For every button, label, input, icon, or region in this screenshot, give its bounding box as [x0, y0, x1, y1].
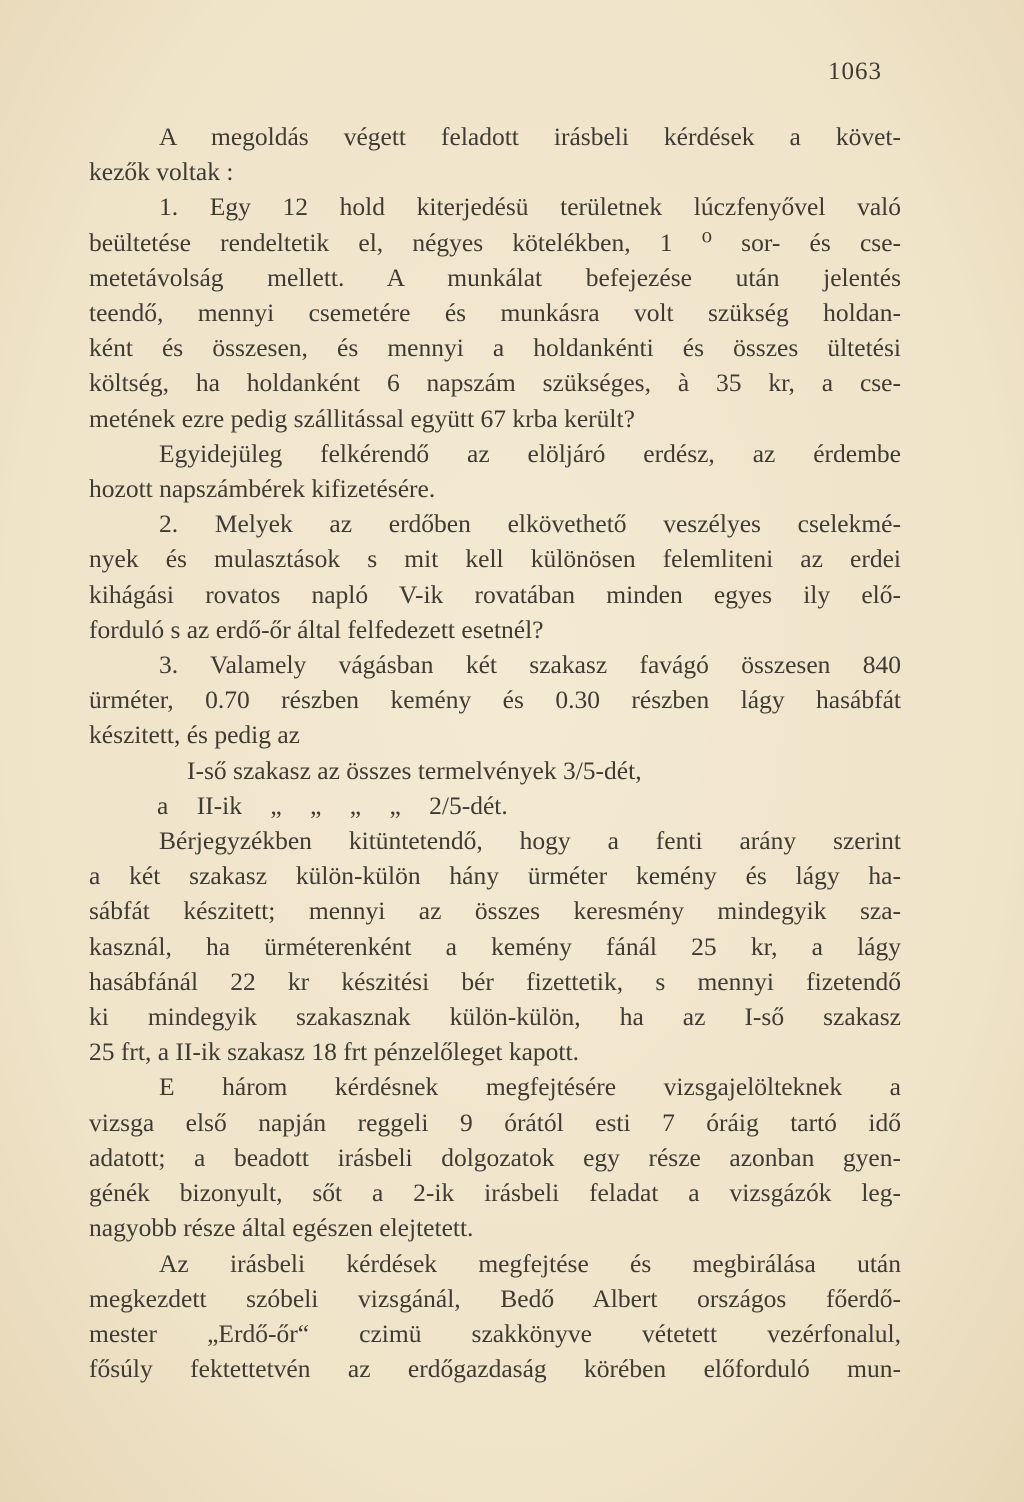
- text-line: nyek és mulasztások s mit kell különösen felemliteni az erdei: [89, 544, 901, 574]
- text-line: 2. Melyek az erdőben elkövethető veszélyes cselekmé-: [159, 509, 901, 539]
- text-line: ürméter, 0.70 részben kemény és 0.30 részben lágy hasábfát: [89, 685, 901, 715]
- body-text: [89, 119, 901, 1386]
- text-line: hozott napszámbérek kifizetésére.: [89, 474, 436, 504]
- text-line: metetávolság mellett. A munkálat befejezése után jelentés: [89, 262, 901, 292]
- text-line: kihágási rovatos napló V-ik rovatában minden egyes ily elő-: [89, 579, 901, 609]
- text-line: A megoldás végett feladott irásbeli kérdések a követ-: [159, 122, 901, 151]
- text-line: forduló s az erdő-őr által felfedezett esetnél?: [89, 614, 544, 644]
- text-line: 25 frt, a II-ik szakasz 18 frt pénzelőleget kapott.: [89, 1037, 579, 1067]
- text-line: a két szakasz külön-külön hány ürméter kemény és lágy ha-: [89, 861, 901, 891]
- text-line: E három kérdésnek megfejtésére vizsgajelölteknek a: [159, 1072, 901, 1102]
- text-line: sábfát készitett; mennyi az összes keresmény mindegyik sza-: [89, 896, 901, 926]
- text-line: a II-ik „ „ „ „ 2/5-dét.: [157, 790, 508, 820]
- text-line: vizsga első napján reggeli 9 órától esti 7 óráig tartó idő: [89, 1107, 901, 1137]
- text-line: ként és összesen, és mennyi a holdankénti és összes ültetési: [89, 333, 901, 363]
- text-line: készitett, és pedig az: [89, 720, 300, 750]
- text-line: ki mindegyik szakasznak külön-külön, ha az I-ső szakasz: [89, 1002, 901, 1032]
- text-line: kasznál, ha ürméterenként a kemény fánál 25 kr, a lágy: [89, 931, 901, 961]
- page-number: 1063: [828, 58, 882, 85]
- text-line: kezők voltak :: [89, 157, 234, 187]
- text-line: metének ezre pedig szállitással együtt 67 krba került?: [89, 403, 635, 433]
- text-line: Bérjegyzékben kitüntetendő, hogy a fenti arány szerint: [159, 826, 901, 856]
- text-line: költség, ha holdanként 6 napszám szükséges, à 35 kr, a cse-: [89, 368, 901, 398]
- text-line: fősúly fektettetvén az erdőgazdaság körében előforduló mun-: [89, 1354, 901, 1384]
- text-line: 1. Egy 12 hold kiterjedésü területnek lúczfenyővel való: [159, 192, 901, 222]
- text-line: adatott; a beadott irásbeli dolgozatok egy része azonban gyen-: [89, 1142, 901, 1172]
- text-line: nagyobb része által egészen elejtetett.: [89, 1213, 474, 1243]
- text-line: Az irásbeli kérdések megfejtése és megbirálása után: [159, 1248, 901, 1278]
- text-line: megkezdett szóbeli vizsgánál, Bedő Albert országos főerdő-: [89, 1283, 901, 1313]
- text-line: I-ső szakasz az összes termelvények 3/5-dét,: [187, 755, 642, 785]
- text-line: mester „Erdő-őr“ czimü szakkönyve vétetett vezérfonalul,: [89, 1318, 901, 1348]
- text-line: beültetése rendeltetik el, négyes kötelékben, 1 ⁰ sor- és cse-: [89, 227, 901, 257]
- text-line: 3. Valamely vágásban két szakasz favágó összesen 840: [159, 650, 901, 680]
- text-line: hasábfánál 22 kr készitési bér fizettetik, s mennyi fizetendő: [89, 966, 901, 996]
- text-line: Egyidejüleg felkérendő az elöljáró erdész, az érdembe: [159, 438, 901, 468]
- text-line: teendő, mennyi csemetére és munkásra volt szükség holdan-: [89, 298, 901, 328]
- text-line: génék bizonyult, sőt a 2-ik irásbeli feladat a vizsgázók leg-: [89, 1178, 901, 1208]
